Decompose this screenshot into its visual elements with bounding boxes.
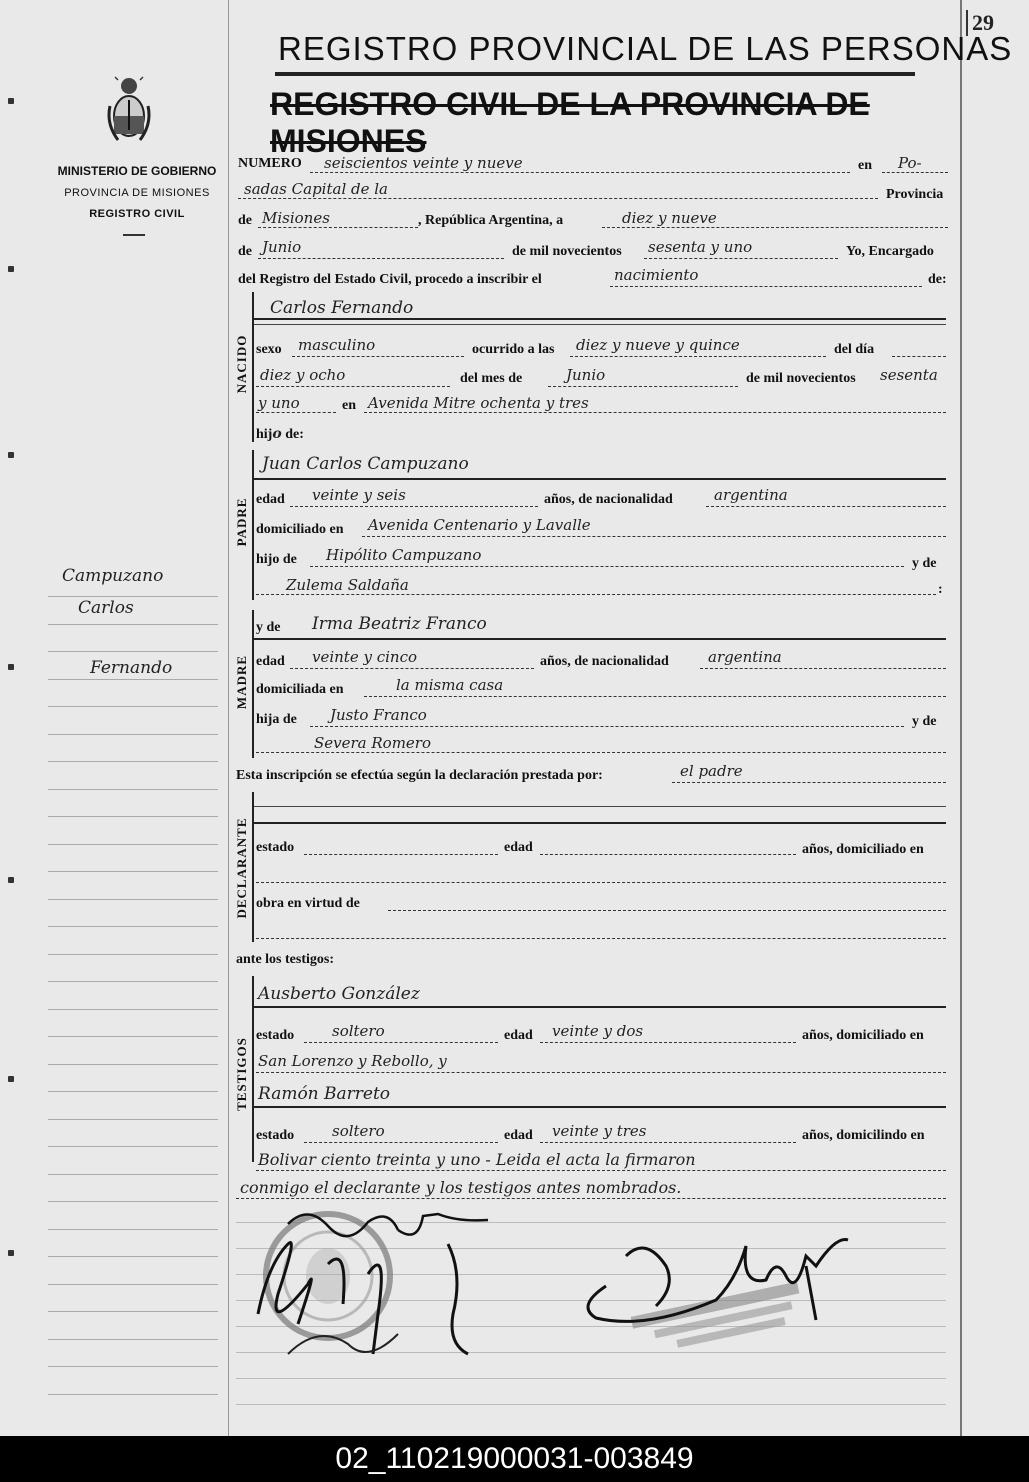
de3-label: de:: [928, 272, 947, 287]
padre-nac-line: [706, 506, 946, 507]
padre-section-label: PADRE: [234, 497, 249, 547]
witness2-edad-label: edad: [504, 1128, 533, 1143]
witness-signatures: [248, 1204, 508, 1374]
lugar-line: [364, 412, 946, 413]
header-title: REGISTRO PROVINCIAL DE LAS PERSONAS: [278, 30, 1013, 67]
madre-domicilio-line: [364, 696, 946, 697]
binder-hole: [8, 98, 14, 104]
witness1-estado-line: [304, 1042, 498, 1043]
anio2-line: [256, 412, 336, 413]
margin-ruled-line: [48, 816, 218, 817]
day-line: [602, 227, 948, 228]
hour-line: [570, 356, 826, 357]
witness2-edad-value: veinte y tres: [552, 1122, 647, 1140]
witness2-name-rule: [254, 1106, 946, 1108]
padre-edad-label: edad: [256, 492, 285, 507]
declarante-estado-line: [304, 854, 498, 855]
testigos-ante-label: ante los testigos:: [236, 952, 334, 967]
registrar-signature: [566, 1226, 856, 1336]
nacido-bracket: [252, 292, 254, 442]
anio-value: sesenta: [880, 366, 938, 384]
declarante-anos-label: años, domiciliado en: [802, 842, 924, 857]
madre-name: Irma Beatriz Franco: [312, 614, 487, 634]
madre-nacionalidad-value: argentina: [708, 648, 782, 666]
binder-hole: [8, 452, 14, 458]
madre-domicilio-label: domiciliada en: [256, 682, 344, 697]
madre-edad-label: edad: [256, 654, 285, 669]
madre-mother-value: Severa Romero: [314, 734, 432, 752]
madre-bracket: [252, 610, 254, 758]
witness2-estado-line: [304, 1142, 498, 1143]
madre-edad-line: [290, 668, 534, 669]
nacido-name-rule2: [254, 324, 946, 325]
ministry-line2: PROVINCIA DE MISIONES: [64, 187, 210, 199]
dia-value: diez y ocho: [260, 366, 346, 384]
margin-ruled-line: [48, 1394, 218, 1395]
padre-domicilio-label: domiciliado en: [256, 522, 344, 537]
margin-ruled-line: [48, 1366, 218, 1367]
dia-line: [256, 386, 450, 387]
declarante-extra-line: [256, 938, 946, 939]
witness1-domicilio-value: San Lorenzo y Rebollo, y: [258, 1052, 447, 1070]
margin-ruled-line: [48, 1174, 218, 1175]
ocurrido-label: ocurrido a las: [472, 342, 555, 357]
madre-nac-line: [700, 668, 946, 669]
page-number: 29: [966, 10, 994, 36]
en-line: [882, 172, 948, 173]
margin-ruled-line: [48, 1339, 218, 1340]
right-edge-line: [960, 0, 962, 1436]
declarante-edad-label: edad: [504, 840, 533, 855]
margin-ruled-line: [48, 926, 218, 927]
mes-label: del mes de: [460, 371, 523, 386]
madre-father-line: [310, 726, 904, 727]
registro-label: del Registro del Estado Civil, procedo a inscribir el: [238, 272, 542, 287]
margin-ruled-line: [48, 1091, 218, 1092]
margin-divider: [228, 0, 229, 1436]
encargado-label: Yo, Encargado: [846, 244, 934, 259]
del-dia-label: del día: [834, 342, 875, 357]
binder-hole: [8, 266, 14, 272]
mes-line: [548, 386, 738, 387]
margin-ruled-line: [48, 1229, 218, 1230]
witness2-name: Ramón Barreto: [258, 1084, 391, 1104]
binder-hole: [8, 877, 14, 883]
lugar-en-label: en: [342, 398, 356, 413]
nacido-name-rule: [254, 318, 946, 320]
margin-ruled-line: [48, 871, 218, 872]
numero-line: [310, 172, 850, 173]
margin-note-middle-name: Fernando: [90, 658, 173, 678]
margin-ruled-line: [48, 734, 218, 735]
padre-mother-value: Zulema Saldaña: [286, 576, 409, 594]
witness2-estado-value: soltero: [332, 1122, 385, 1140]
testigos-bracket: [252, 976, 254, 1162]
witness1-anos-label: años, domiciliado en: [802, 1028, 924, 1043]
act-value: nacimiento: [614, 266, 699, 284]
signature-ruled-line: [236, 1378, 946, 1379]
sexo-value: masculino: [298, 336, 376, 354]
de2-label: de: [238, 244, 252, 259]
closing-line: [236, 1198, 946, 1199]
declarante-section-label: DECLARANTE: [234, 817, 249, 919]
madre-anos-label: años, de nacionalidad: [540, 654, 669, 669]
witness1-estado-value: soltero: [332, 1022, 385, 1040]
madre-section-label: MADRE: [234, 654, 249, 710]
padre-y-de-label: y de: [912, 556, 937, 571]
madre-y-de2-label: y de: [912, 714, 937, 729]
padre-edad-value: veinte y seis: [312, 486, 406, 504]
day-value: diez y nueve: [622, 209, 717, 227]
padre-mother-line: [256, 594, 936, 595]
margin-ruled-line: [48, 1009, 218, 1010]
margin-ruled-line: [48, 1284, 218, 1285]
de-label: de: [238, 213, 252, 228]
madre-edad-value: veinte y cinco: [312, 648, 418, 666]
en-value: Po-: [898, 154, 922, 172]
margin-ruled-line: [48, 761, 218, 762]
margin-ruled-line: [48, 624, 218, 625]
witness1-edad-line: [540, 1042, 796, 1043]
mil-label: de mil novecientos: [746, 371, 856, 386]
padre-father-value: Hipólito Campuzano: [326, 546, 482, 564]
margin-ruled-line: [48, 1036, 218, 1037]
binder-holes: [8, 0, 14, 1436]
declarante-bracket: [252, 792, 254, 942]
padre-nacionalidad-value: argentina: [714, 486, 788, 504]
ministry-underline: [123, 234, 145, 236]
padre-edad-line: [290, 506, 538, 507]
year-value: sesenta y uno: [648, 238, 753, 256]
year-label: de mil novecientos: [512, 244, 622, 259]
madre-name-rule: [254, 638, 946, 640]
month-line: [258, 258, 504, 259]
margin-ruled-line: [48, 651, 218, 652]
padre-name: Juan Carlos Campuzano: [262, 454, 469, 474]
en-label: en: [858, 158, 872, 173]
padre-father-line: [310, 566, 904, 567]
witness1-edad-label: edad: [504, 1028, 533, 1043]
witness1-name-rule: [254, 1006, 946, 1008]
padre-name-rule: [254, 478, 946, 480]
declarante-obra-line: [388, 910, 946, 911]
hour-value: diez y nueve y quince: [576, 336, 740, 354]
padre-domicilio-value: Avenida Centenario y Lavalle: [368, 516, 591, 534]
margin-ruled-line: [48, 596, 218, 597]
madre-mother-line: [256, 752, 946, 753]
madre-domicilio-value: la misma casa: [396, 676, 504, 694]
margin-ruled-line: [48, 679, 218, 680]
mes-value: Junio: [566, 366, 606, 384]
lugar-value: Avenida Mitre ochenta y tres: [368, 394, 589, 412]
del-dia-line: [892, 356, 946, 357]
month-value: Junio: [262, 238, 302, 256]
nacido-name: Carlos Fernando: [270, 298, 414, 318]
padre-domicilio-line: [362, 536, 946, 537]
madre-father-value: Justo Franco: [330, 706, 427, 724]
margin-ruled-line: [48, 899, 218, 900]
declaracion-value: el padre: [680, 762, 743, 780]
padre-bracket: [252, 450, 254, 600]
act-line: [610, 286, 922, 287]
anio-value2: y uno: [258, 394, 300, 412]
place-value: sadas Capital de la: [244, 180, 388, 198]
margin-note-surname: Campuzano: [62, 566, 164, 586]
binder-hole: [8, 1076, 14, 1082]
witness1-domicilio-line: [256, 1072, 946, 1073]
sexo-line: [292, 356, 464, 357]
witness2-edad-line: [540, 1142, 796, 1143]
declarante-estado-label: estado: [256, 840, 295, 855]
margin-ruled-line: [48, 706, 218, 707]
madre-hija-de-label: hija de: [256, 712, 297, 727]
witness2-anos-label: años, domicilindo en: [802, 1128, 925, 1143]
provincia-label: Provincia: [886, 187, 944, 202]
margin-ruled-line: [48, 954, 218, 955]
witness1-estado-label: estado: [256, 1028, 295, 1043]
declarante-domicilio-line: [256, 882, 946, 883]
margin-ruled-line: [48, 789, 218, 790]
declaracion-line: [672, 782, 946, 783]
numero-value: seiscientos veinte y nueve: [324, 154, 523, 172]
declarante-obra-label: obra en virtud de: [256, 896, 360, 911]
padre-hijo-de-label: hijo de: [256, 552, 297, 567]
republica-label: , República Argentina, a: [418, 213, 564, 228]
padre-colon: :: [938, 582, 943, 597]
margin-ruled-line: [48, 981, 218, 982]
margin-ruled-line: [48, 1064, 218, 1065]
declarante-name-rule2: [254, 822, 946, 824]
margin-ruled-line: [48, 1311, 218, 1312]
margin-ruled-line: [48, 1146, 218, 1147]
header-rule: [275, 72, 915, 76]
closing-text: conmigo el declarante y los testigos antes nombrados.: [240, 1178, 682, 1197]
witness2-domicilio-line: [256, 1170, 946, 1171]
province-value: Misiones: [262, 209, 330, 227]
margin-note-name: Carlos: [78, 598, 134, 618]
argentina-coat-of-arms-icon: [106, 76, 152, 146]
signature-ruled-line: [236, 1404, 946, 1405]
testigos-section-label: TESTIGOS: [234, 1037, 249, 1111]
margin-ruled-line: [48, 1256, 218, 1257]
year-line: [644, 258, 838, 259]
declarante-name-rule: [254, 806, 946, 807]
margin-ruled-line: [48, 1119, 218, 1120]
binder-hole: [8, 664, 14, 670]
witness2-estado-label: estado: [256, 1128, 295, 1143]
sexo-label: sexo: [256, 342, 282, 357]
witness2-domicilio-value: Bolivar ciento treinta y uno - Leida el acta la firmaron: [258, 1150, 696, 1169]
archive-reference-footer: 02_110219000031-003849: [0, 1436, 1029, 1482]
madre-y-de-label: y de: [256, 620, 281, 635]
province-line: [258, 227, 418, 228]
numero-label: NUMERO: [238, 156, 302, 171]
margin-ruled-line: [48, 1201, 218, 1202]
declaracion-label: Esta inscripción se efectúa según la declaración prestada por:: [236, 768, 603, 783]
struck-title: REGISTRO CIVIL DE LA PROVINCIA DE MISIONES: [270, 86, 870, 159]
padre-anos-label: años, de nacionalidad: [544, 492, 673, 507]
hijo-line-label: hijo de:: [256, 426, 304, 442]
binder-hole: [8, 1250, 14, 1256]
margin-ruled-line: [48, 844, 218, 845]
declarante-edad-line: [540, 854, 796, 855]
nacido-section-label: NACIDO: [234, 334, 249, 394]
ministry-line3: REGISTRO CIVIL: [89, 208, 185, 220]
witness1-name: Ausberto González: [258, 984, 420, 1004]
ministry-line1: MINISTERIO DE GOBIERNO: [57, 164, 217, 178]
place-line: [238, 198, 878, 199]
witness1-edad-value: veinte y dos: [552, 1022, 644, 1040]
